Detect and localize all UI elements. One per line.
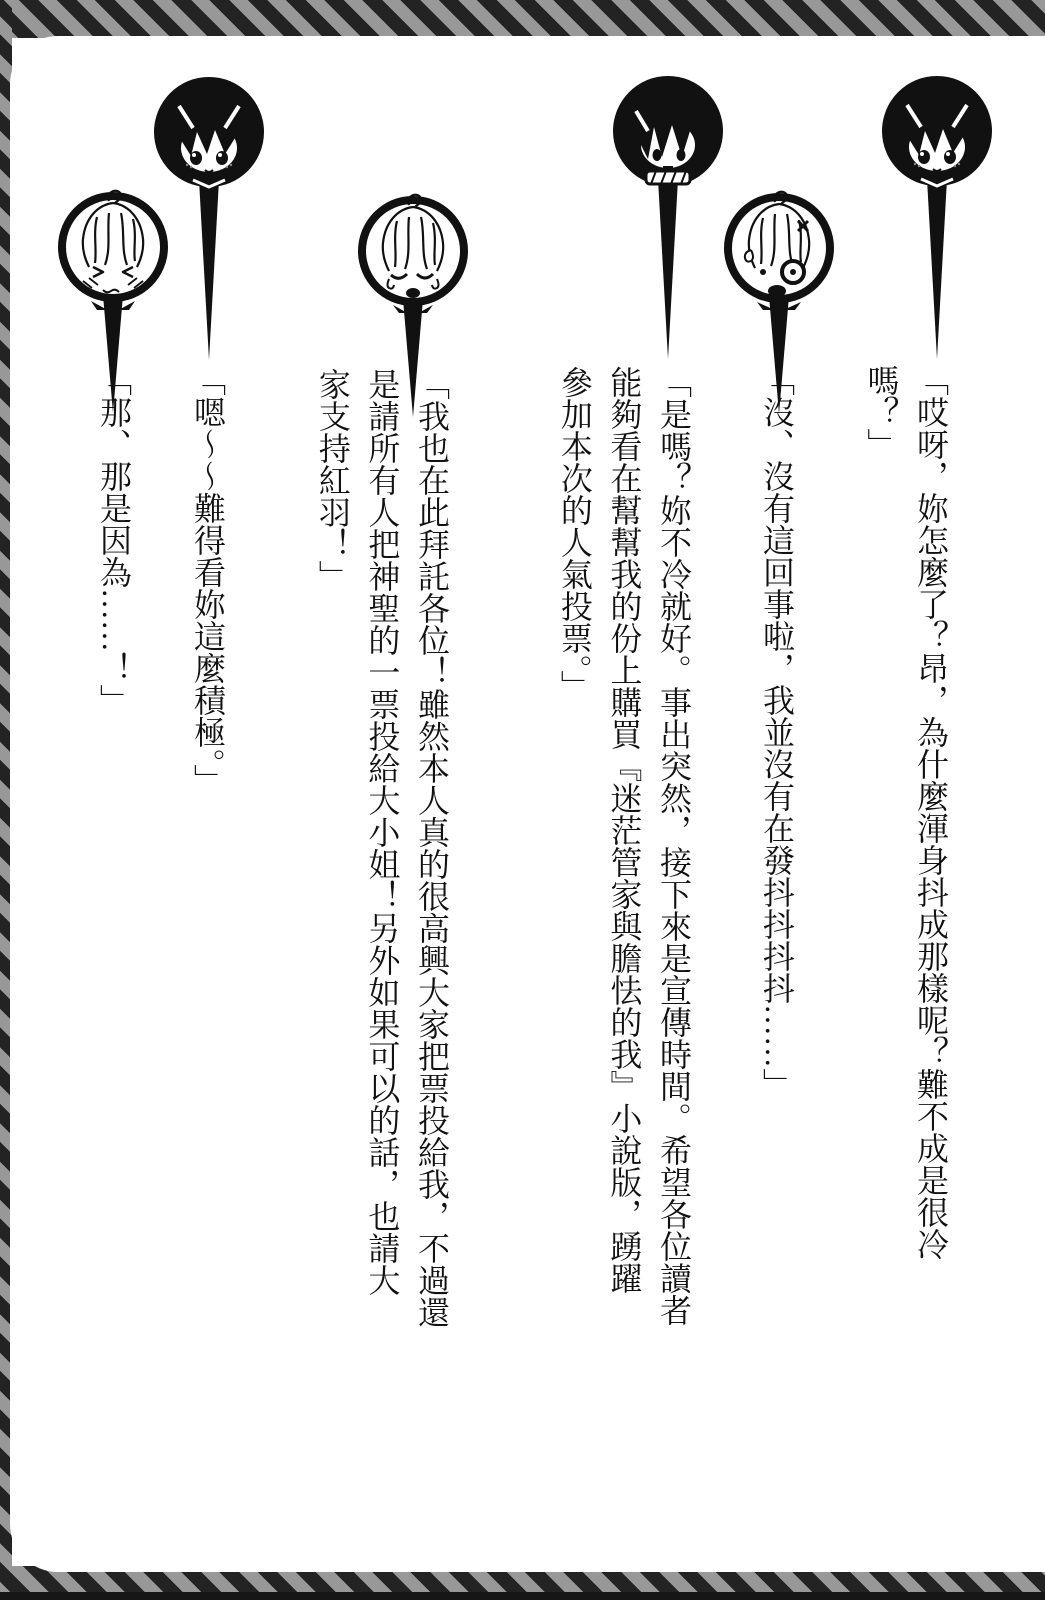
dialogue-3 xyxy=(557,366,690,1326)
dialogue-line: 「我也在此拜託各位！雖然本人真的很高興大家把票投給我，不過還 xyxy=(414,368,450,1328)
bottom-edge-bar xyxy=(0,1592,1045,1600)
dialogue-line: 「那、那是因為……！」 xyxy=(96,364,132,716)
dialogue-1 xyxy=(864,364,947,1260)
dialogue-6 xyxy=(96,364,130,716)
dialogue-2 xyxy=(759,364,793,1100)
dialogue-line: 能夠看在幫幫我的份上購買『迷茫管家與膽怯的我』小說版，踴躍 xyxy=(606,366,643,1294)
dialogue-line: 是請所有人把神聖的一票投給大小姐！另外如果可以的話，也請大 xyxy=(364,368,401,1296)
striped-border-top xyxy=(0,0,1045,38)
chibi-dark-haired-girl-pin-icon xyxy=(871,67,1001,367)
dialogue-4 xyxy=(315,368,448,1328)
dialogue-line: 參加本次的人氣投票。」 xyxy=(556,366,593,702)
dialogue-line: 「是嗎？妳不冷就好。事出突然，接下來是宣傳時間。希望各位讀者 xyxy=(656,366,692,1326)
dialogue-line: 嗎？」 xyxy=(863,364,900,460)
dialogue-line: 「沒、沒有這回事啦，我並沒有在發抖抖抖抖……」 xyxy=(759,364,795,1100)
dialogue-line: 「哎呀，妳怎麼了？昂，為什麼渾身抖成那樣呢？難不成是很冷 xyxy=(913,364,949,1260)
dialogue-5 xyxy=(190,364,224,796)
dialogue-line: 家支持紅羽！」 xyxy=(314,368,351,592)
dialogue-line: 「嗯～～難得看妳這麼積極。」 xyxy=(190,364,226,796)
